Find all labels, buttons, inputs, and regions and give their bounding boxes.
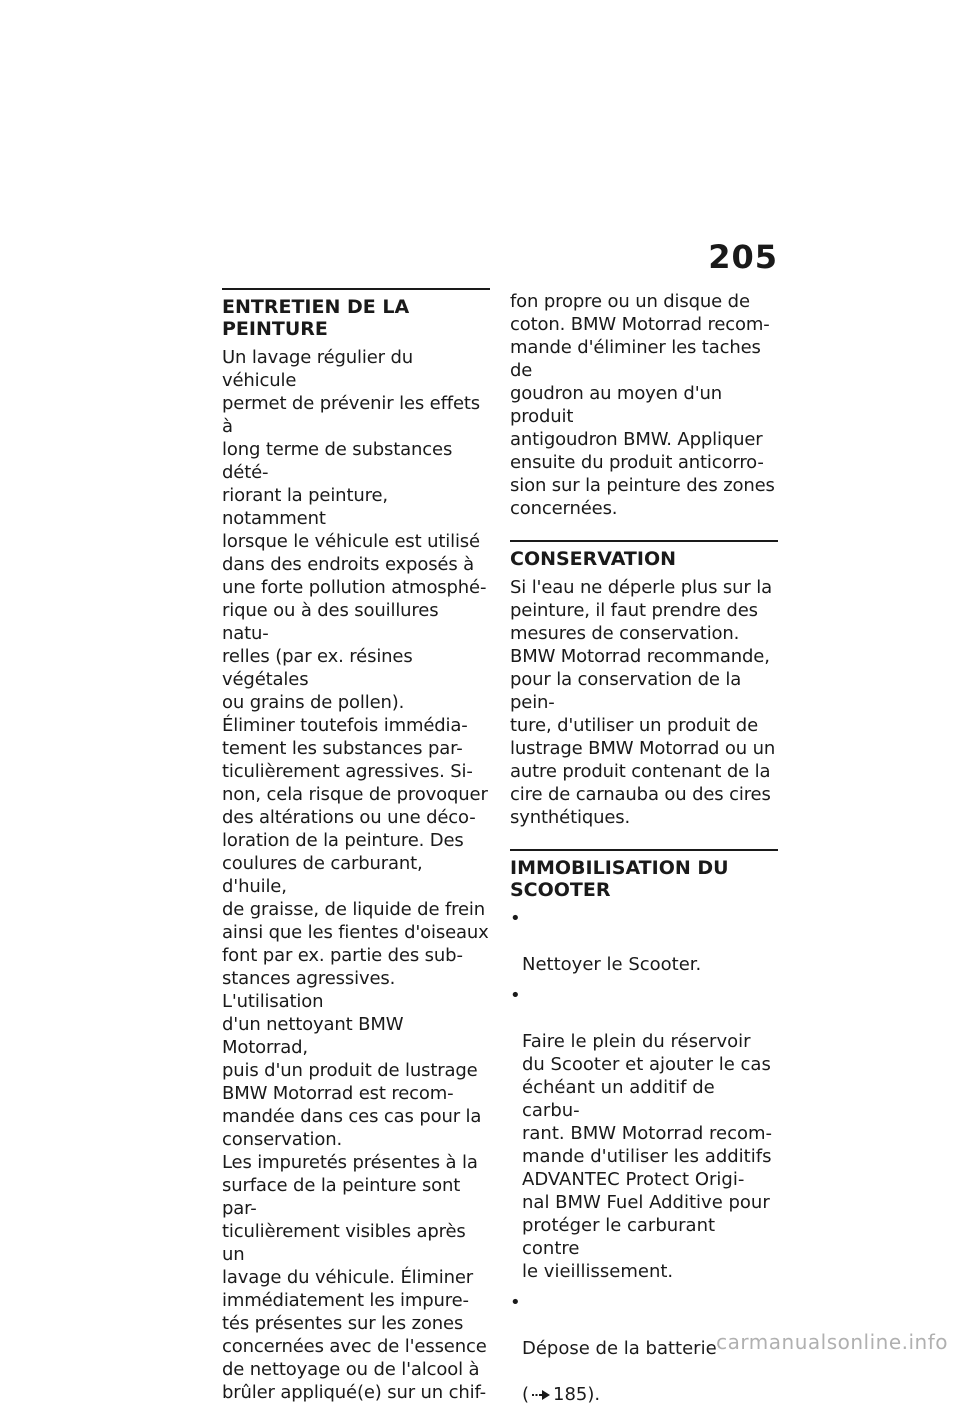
paragraph: Éliminer toutefois immédia- tement les substances par- ticulièrement agressives. Si- non, cela risque de provoquer des altérations ou une déco- loration de la peinture. Des coulures de carburant, d'huile, de graisse, de liquide de frein ainsi que les fientes d'oiseaux font par ex. partie des sub- stances agressives. L'utilisation d'un nettoyant BMW Motorrad, puis d'un produit de lustrage BMW Motorrad est recom- mandée dans ces cas pour la conservation. xyxy=(222,715,489,1150)
reference-page-link[interactable]: 185). xyxy=(553,1384,601,1405)
list-item-text: Nettoyer le Scooter. xyxy=(522,954,702,975)
right-column xyxy=(510,290,778,1414)
reference-open-paren: ( xyxy=(522,1384,530,1405)
list-item-text: Faire le plein du réservoir du Scooter et ajouter le cas échéant un additif de carbu- rant. BMW Motorrad recom- mande d'utiliser les additifs ADVANTEC Protect Origi- nal BMW Fuel Additive pour protéger le carburant contre le vieillissement. xyxy=(522,1031,773,1282)
paragraph: Les impuretés présentes à la surface de la peinture sont par- ticulièrement visibles après un lavage du véhicule. Éliminer immédiatement les impure- tés présentes sur les zones concernées avec de l'essence de nettoyage ou de l'alcool à brûler appliqué(e) sur un chif- xyxy=(222,1152,487,1403)
list-item-text: Dépose de la batterie xyxy=(522,1338,717,1359)
section-title-immobilisation: IMMOBILISATION DU SCOOTER xyxy=(510,849,778,901)
bullet-icon: • xyxy=(510,1292,521,1313)
list-item xyxy=(510,984,778,1283)
arrow-right-icon[interactable] xyxy=(531,1389,551,1401)
left-column xyxy=(222,288,490,1404)
bullet-icon: • xyxy=(510,985,521,1006)
bullet-icon: • xyxy=(510,908,521,929)
paragraph: Un lavage régulier du véhicule permet de prévenir les effets à long terme de substances dété- riorant la peinture, notamment lorsque le véhicule est utilisé dans des endroits exposés à une forte pollution atmosphé- rique ou à des souillures natu- relles (par ex. résines végétales ou grains de pollen). xyxy=(222,347,487,713)
page-number: 205 xyxy=(708,238,778,276)
watermark: carmanualsonline.info xyxy=(716,1330,948,1354)
section-title-conservation: CONSERVATION xyxy=(510,540,778,570)
paragraph: Si l'eau ne déperle plus sur la peinture, il faut prendre des mesures de conservation. BMW Motorrad recommande, pour la conservation de la pein- ture, d'utiliser un produit de lustrage BMW Motorrad ou un autre produit contenant de la cire de carnauba ou des cires synthétiques. xyxy=(510,577,776,828)
paragraph-continuation: fon propre ou un disque de coton. BMW Motorrad recom- mande d'éliminer les taches de goudron au moyen d'un produit antigoudron BMW. Appliquer ensuite du produit anticorro- sion sur la peinture des zones concernées. xyxy=(510,291,775,519)
section-title-paint-care: ENTRETIEN DE LA PEINTURE xyxy=(222,288,490,340)
list-item xyxy=(510,907,778,976)
